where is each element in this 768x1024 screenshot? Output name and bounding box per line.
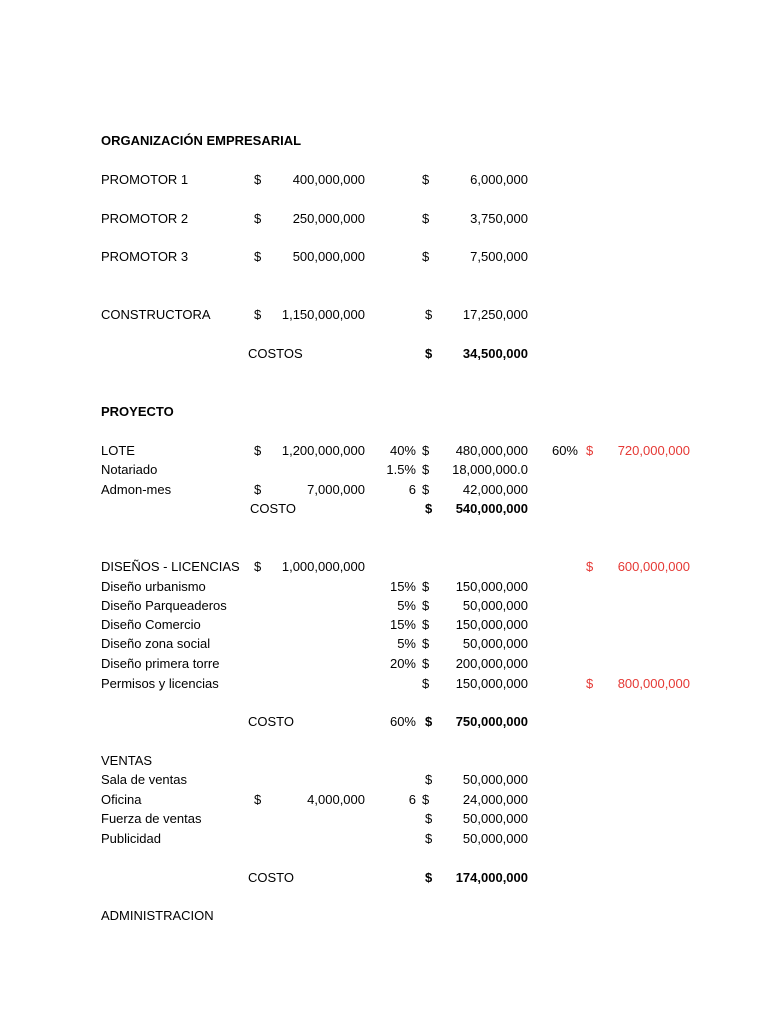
sala-ventas-label: Sala de ventas <box>101 772 188 787</box>
fuerza-ventas-label: Fuerza de ventas <box>101 811 202 826</box>
fuerza-ventas-value: 50,000,000 <box>462 811 528 826</box>
admon-label: Admon-mes <box>101 482 172 497</box>
lote-currency-red: $ <box>586 443 594 458</box>
disenos-amount-red: 600,000,000 <box>617 559 690 574</box>
constructora-currency-2: $ <box>425 307 433 322</box>
diseno-item-percent: 15% <box>389 579 416 594</box>
disenos-costo-total: 750,000,000 <box>455 714 528 729</box>
promotor-2-amount: 250,000,000 <box>292 211 365 226</box>
ventas-costo-currency: $ <box>425 870 433 885</box>
promotor-1-share: 6,000,000 <box>470 172 528 187</box>
publicidad-currency: $ <box>425 831 433 846</box>
admon-months: 6 <box>408 482 416 497</box>
proyecto-heading: PROYECTO <box>101 404 174 419</box>
promotor-1-currency-2: $ <box>422 172 430 187</box>
disenos-currency-red: $ <box>586 559 594 574</box>
promotor-3-amount: 500,000,000 <box>292 249 365 264</box>
ventas-costo-total: 174,000,000 <box>455 870 528 885</box>
diseno-item-percent: 5% <box>397 598 416 613</box>
promotor-1-amount: 400,000,000 <box>292 172 365 187</box>
disenos-costo-label: COSTO <box>248 714 294 729</box>
promotor-2-currency-2: $ <box>422 211 430 226</box>
diseno-item-value: 150,000,000 <box>455 617 528 632</box>
diseno-item-value: 150,000,000 <box>455 676 528 691</box>
section-title: ORGANIZACIÓN EMPRESARIAL <box>101 133 302 148</box>
promotor-3-label: PROMOTOR 3 <box>101 249 189 264</box>
promotor-3-currency-2: $ <box>422 249 430 264</box>
diseno-item-value: 200,000,000 <box>455 656 528 671</box>
ventas-heading: VENTAS <box>101 753 153 768</box>
promotor-3-share: 7,500,000 <box>470 249 528 264</box>
lote-percent-2: 60% <box>551 443 578 458</box>
oficina-currency: $ <box>254 792 262 807</box>
lote-value: 480,000,000 <box>455 443 528 458</box>
admon-currency: $ <box>254 482 262 497</box>
oficina-currency-2: $ <box>422 792 430 807</box>
diseno-item-currency: $ <box>422 676 430 691</box>
diseno-item-label: Diseño primera torre <box>101 656 220 671</box>
diseno-item-value: 150,000,000 <box>455 579 528 594</box>
ventas-costo-label: COSTO <box>248 870 294 885</box>
diseno-item-currency: $ <box>422 579 430 594</box>
lote-value-red: 720,000,000 <box>617 443 690 458</box>
publicidad-value: 50,000,000 <box>462 831 528 846</box>
notariado-value: 18,000,000.0 <box>452 462 528 477</box>
sala-ventas-currency: $ <box>425 772 433 787</box>
diseno-item-label: Diseño Parqueaderos <box>101 598 227 613</box>
diseno-item-percent: 5% <box>397 636 416 651</box>
lote-percent: 40% <box>389 443 416 458</box>
fuerza-ventas-currency: $ <box>425 811 433 826</box>
diseno-item-currency: $ <box>422 617 430 632</box>
constructora-currency: $ <box>254 307 262 322</box>
notariado-currency: $ <box>422 462 430 477</box>
disenos-currency: $ <box>254 559 262 574</box>
lote-currency-2: $ <box>422 443 430 458</box>
costos-currency: $ <box>425 346 433 361</box>
proyecto-costo-total: 540,000,000 <box>455 501 528 516</box>
diseno-item-currency: $ <box>422 598 430 613</box>
proyecto-costo-currency: $ <box>425 501 433 516</box>
promotor-2-share: 3,750,000 <box>470 211 528 226</box>
diseno-item-currency: $ <box>422 656 430 671</box>
admon-value: 42,000,000 <box>462 482 528 497</box>
costos-label: COSTOS <box>248 346 303 361</box>
disenos-costo-percent: 60% <box>389 714 416 729</box>
publicidad-label: Publicidad <box>101 831 161 846</box>
administracion-heading: ADMINISTRACION <box>101 908 214 923</box>
constructora-share: 17,250,000 <box>462 307 528 322</box>
diseno-item-currency: $ <box>422 636 430 651</box>
oficina-label: Oficina <box>101 792 142 807</box>
disenos-costo-currency: $ <box>425 714 433 729</box>
diseno-item-value: 50,000,000 <box>462 636 528 651</box>
promotor-2-currency: $ <box>254 211 262 226</box>
lote-currency: $ <box>254 443 262 458</box>
lote-amount: 1,200,000,000 <box>281 443 365 458</box>
promotor-1-currency: $ <box>254 172 262 187</box>
permisos-amount-red: 800,000,000 <box>617 676 690 691</box>
promotor-3-currency: $ <box>254 249 262 264</box>
promotor-1-label: PROMOTOR 1 <box>101 172 189 187</box>
oficina-value: 24,000,000 <box>462 792 528 807</box>
diseno-item-value: 50,000,000 <box>462 598 528 613</box>
constructora-amount: 1,150,000,000 <box>281 307 365 322</box>
diseno-item-percent: 15% <box>389 617 416 632</box>
admon-amount: 7,000,000 <box>307 482 365 497</box>
notariado-percent: 1.5% <box>386 462 416 477</box>
diseno-item-label: Diseño zona social <box>101 636 211 651</box>
proyecto-costo-label: COSTO <box>250 501 296 516</box>
costos-total: 34,500,000 <box>462 346 528 361</box>
diseno-item-label: Permisos y licencias <box>101 676 219 691</box>
notariado-label: Notariado <box>101 462 158 477</box>
diseno-item-label: Diseño Comercio <box>101 617 201 632</box>
permisos-currency-red: $ <box>586 676 594 691</box>
constructora-label: CONSTRUCTORA <box>101 307 211 322</box>
disenos-amount: 1,000,000,000 <box>281 559 365 574</box>
admon-currency-2: $ <box>422 482 430 497</box>
sala-ventas-value: 50,000,000 <box>462 772 528 787</box>
lote-label: LOTE <box>101 443 135 458</box>
oficina-months: 6 <box>408 792 416 807</box>
disenos-label: DISEÑOS - LICENCIAS <box>101 559 240 574</box>
diseno-item-percent: 20% <box>389 656 416 671</box>
promotor-2-label: PROMOTOR 2 <box>101 211 189 226</box>
diseno-item-label: Diseño urbanismo <box>101 579 206 594</box>
oficina-amount: 4,000,000 <box>307 792 365 807</box>
